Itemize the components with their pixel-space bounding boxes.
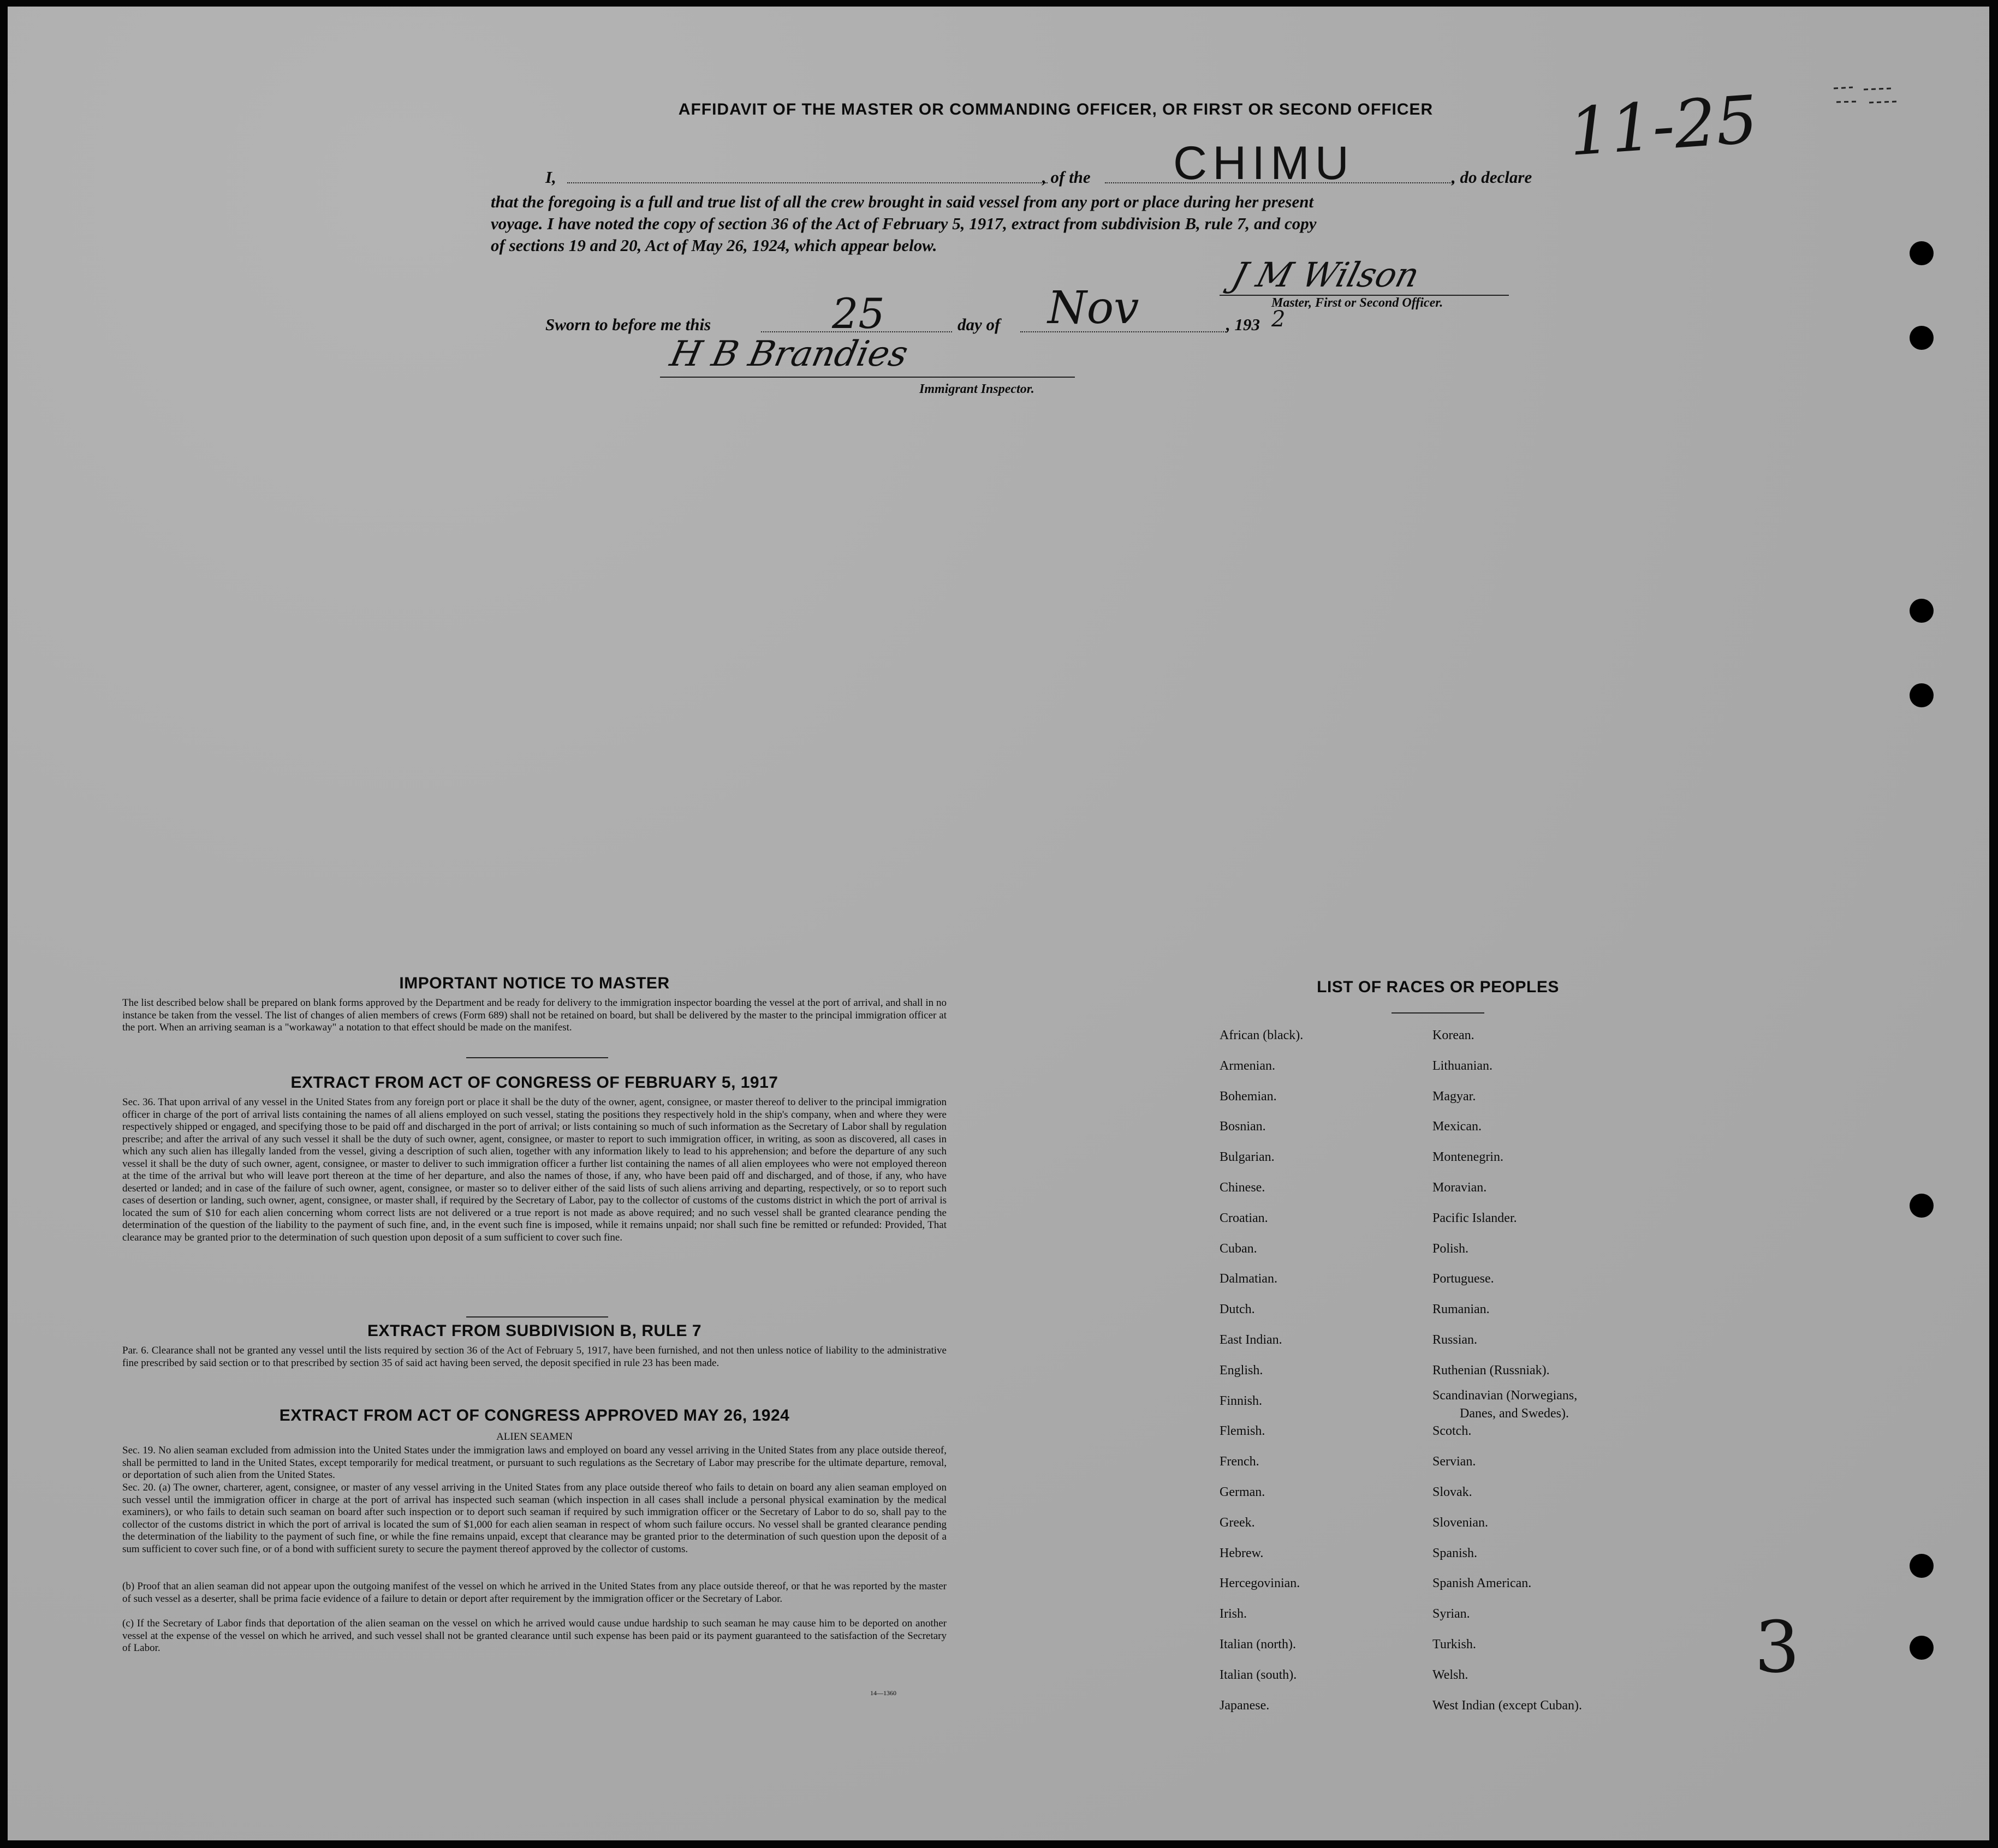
statement-line-1: that the foregoing is a full and true list of all the crew brought in said vessel from any port or place during her present (491, 192, 1314, 211)
race-item: Spanish American. (1432, 1576, 1532, 1591)
race-item: Dutch. (1220, 1302, 1255, 1317)
race-item: Russian. (1432, 1333, 1478, 1347)
race-item: Irish. (1220, 1607, 1247, 1622)
handwritten-date-mark: 11-25 (1566, 82, 1761, 171)
race-item: Moravian. (1432, 1181, 1487, 1195)
extract-1917-text: Sec. 36. That upon arrival of any vessel in the United States from any foreign port or place it shall be the duty of the owner, agent, consignee, or master thereof to deliver to the principal immigration officer in charge of the port of arrival lists containing the names of all aliens employed on such vessel, stating the positions they respectively hold in the ship's company, when and where they were respectively shipped or engaged, and specifying those to be paid off and discharged in the port of arrival; or lists containing so much of such information as the Secretary of Labor shall by regulation prescribe; and after the arrival of any such vessel it shall be the duty of such owner, agent, consignee, or master to report to such immigration officer, in writing, as soon as discovered, all cases in which any such alien has illegally landed from the vessel, giving a description of such alien, together with any information likely to lead to his apprehension; and before the departure of any such vessel it shall be the duty of such owner, agent, consignee, or master to deliver to such immigration officer a further list containing the names of all alien employees who were not employed thereon at the time of the arrival but who will leave port thereon at the time of her departure, and also the names of those, if any, who have been paid off and discharged, and of those, if any, who have deserted or landed; and in case of the failure of such owner, agent, consignee, or master so to deliver either of the said lists of such aliens arriving and departing, respectively, or so to report such cases of desertion or landing, such owner, agent, consignee, or master shall, if required by the Secretary of Labor, pay to the collector of customs of the customs district in which the port of arrival is located the sum of $10 for each alien concerning whom correct lists are not delivered or a true report is not made as above required; and no such vessel shall be granted clearance pending the determination of the question of the liability to the payment of such fine, and, in the event such fine is imposed, while it remains unpaid; nor shall such fine be remitted or refunded: Provided, That clearance may be granted prior to the determination of such question upon deposit of a sum sufficient to cover such fine. (122, 1096, 947, 1243)
race-item: Syrian. (1432, 1607, 1470, 1622)
statement-line-3: of sections 19 and 20, Act of May 26, 1924, which appear below. (491, 236, 937, 255)
race-item: Italian (south). (1220, 1667, 1297, 1682)
race-item: Flemish. (1220, 1424, 1265, 1439)
race-item: Japanese. (1220, 1698, 1270, 1713)
race-item: Scandinavian (Norwegians, (1432, 1388, 1578, 1403)
race-item: Lithuanian. (1432, 1058, 1492, 1073)
race-item: Italian (north). (1220, 1637, 1296, 1652)
punch-hole (1910, 683, 1934, 707)
punch-hole (1910, 326, 1934, 350)
race-item: Bohemian. (1220, 1089, 1277, 1104)
race-continuation: Danes, and Swedes). (1460, 1406, 1569, 1421)
handwritten-page-number: 3 (1755, 1606, 1800, 1689)
race-item: Slovenian. (1432, 1515, 1488, 1530)
statement-line-2: voyage. I have noted the copy of section 36 of the Act of February 5, 1917, extract from subdivision B, rule 7, and copy (491, 214, 1317, 233)
race-item: Bosnian. (1220, 1119, 1266, 1134)
i-label: I, (545, 168, 556, 187)
race-item: Scotch. (1432, 1424, 1472, 1439)
inspector-signature: H B Brandies (667, 334, 912, 374)
race-item: Cuban. (1220, 1241, 1257, 1256)
year-suffix: 2 (1271, 307, 1286, 332)
race-item: French. (1220, 1454, 1259, 1469)
race-item: Dalmatian. (1220, 1272, 1277, 1286)
race-item: Rumanian. (1432, 1302, 1490, 1317)
sworn-month: Nov (1048, 282, 1139, 334)
divider (466, 1057, 608, 1058)
master-caption: Master, First or Second Officer. (1271, 296, 1443, 310)
subdivision-b-text: Par. 6. Clearance shall not be granted any vessel until the lists required by section 36 of the Act of February 5, 1917, have been furnished, and not then unless notice of liability to the administrative fine prescribed by said section or to that prescribed by section 35 of said act having been served, the deposit specified in rule 23 has been made. (122, 1345, 947, 1369)
race-item: Servian. (1432, 1454, 1476, 1469)
race-item: Spanish. (1432, 1546, 1478, 1560)
race-item: Finnish. (1220, 1393, 1263, 1408)
race-item: Welsh. (1432, 1667, 1468, 1682)
race-item: Chinese. (1220, 1181, 1265, 1195)
race-item: English. (1220, 1363, 1263, 1378)
name-blank-line (567, 182, 1048, 183)
of-the-label: , of the (1042, 168, 1091, 187)
punch-hole (1910, 1554, 1934, 1578)
divider (466, 1316, 608, 1318)
document-page (8, 7, 1989, 1840)
alien-seamen-subtitle: ALIEN SEAMEN (496, 1431, 573, 1442)
section-20c-text: (c) If the Secretary of Labor finds that deportation of the alien seaman on the vessel on which he arrived would cause undue hardship to such seaman he may cause him to be deported on another vessel at the expense of the vessel on which he arrived, and such vessel shall not be granted clearance until such expense has been paid or its payment guaranteed to the satisfaction of the Secretary of Labor. (122, 1618, 947, 1654)
race-item: Turkish. (1432, 1637, 1476, 1652)
race-item: Magyar. (1432, 1089, 1476, 1104)
race-item: Portuguese. (1432, 1272, 1494, 1286)
extract-1917-title: EXTRACT FROM ACT OF CONGRESS OF FEBRUARY 5, 1917 (290, 1074, 778, 1092)
race-item: Mexican. (1432, 1119, 1482, 1134)
race-item: West Indian (except Cuban). (1432, 1698, 1582, 1713)
scribble-mark (1831, 78, 1907, 110)
race-item: Slovak. (1432, 1485, 1472, 1499)
race-item: German. (1220, 1485, 1265, 1499)
notice-title: IMPORTANT NOTICE TO MASTER (399, 974, 670, 992)
form-number: 14—1360 (870, 1689, 896, 1697)
race-item: Hebrew. (1220, 1546, 1264, 1560)
section-20a-text: Sec. 20. (a) The owner, charterer, agent, consignee, or master of any vessel arriving in the United States from any place outside thereof who fails to detain on board any alien seaman employed on such vessel until the immigration officer in charge at the port of arrival has inspected such seaman (which inspection in all cases shall include a personal physical examination by the medical examiners), or who fails to detain such seaman on board after such inspection or to deport such seaman if required by such immigration officer or the Secretary of Labor to do so, shall pay to the collector of the customs district in which the port of arrival is located the sum of $1,000 for each alien seaman in respect of whom such failure occurs. No vessel shall be granted clearance pending the determination of the liability to the payment of such fine, or while the fine remains unpaid, except that clearance may be granted prior to the determination of such question upon the deposit of a sum sufficient to cover such fine, or of a bond with sufficient surety to secure the payment thereof approved by the collector of customs. (122, 1482, 947, 1555)
section-20b-text: (b) Proof that an alien seaman did not appear upon the outgoing manifest of the vessel on which he arrived in the United States from any place outside thereof, or that he was reported by the master of such vessel as a deserter, shall be prima facie evidence of a failure to detain or deport after requirement by the immigration officer or the Secretary of Labor. (122, 1581, 947, 1605)
race-item: Croatian. (1220, 1211, 1268, 1225)
master-signature: J M Wilson (1228, 255, 1424, 295)
notice-text: The list described below shall be prepared on blank forms approved by the Department and be ready for delivery to the immigration inspector boarding the vessel at the port of arrival, and shall in no instance be taken from the vessel. The list of changes of alien members of crews (Form 689) shall not be retained on board, but shall be delivered by the master to the principal immigration officer at the port. When an arriving seaman is a "workaway" a notation to that effect should be made on the manifest. (122, 997, 947, 1033)
inspector-caption: Immigrant Inspector. (919, 382, 1034, 396)
punch-hole (1910, 1194, 1934, 1218)
punch-hole (1910, 1636, 1934, 1660)
race-item: Korean. (1432, 1028, 1474, 1042)
race-item: Bulgarian. (1220, 1150, 1275, 1165)
race-item: Armenian. (1220, 1058, 1275, 1073)
punch-hole (1910, 599, 1934, 623)
race-item: Ruthenian (Russniak). (1432, 1363, 1550, 1378)
subdivision-b-title: EXTRACT FROM SUBDIVISION B, RULE 7 (367, 1322, 702, 1340)
year-prefix: , 193 (1226, 315, 1260, 334)
race-item: Polish. (1432, 1241, 1469, 1256)
punch-hole (1910, 241, 1934, 265)
sworn-label: Sworn to before me this (545, 315, 711, 334)
extract-1924-title: EXTRACT FROM ACT OF CONGRESS APPROVED MAY 26, 1924 (279, 1406, 790, 1424)
race-item: Pacific Islander. (1432, 1211, 1517, 1225)
do-declare-label: , do declare (1452, 168, 1532, 187)
sworn-day: 25 (832, 289, 885, 338)
races-title: LIST OF RACES OR PEOPLES (1317, 978, 1559, 996)
race-item: Montenegrin. (1432, 1150, 1503, 1165)
inspector-signature-line (660, 377, 1075, 378)
races-divider (1392, 1012, 1484, 1014)
vessel-name: CHIMU (1173, 137, 1354, 189)
section-19-text: Sec. 19. No alien seaman excluded from admission into the United States under the immigration laws and employed on board any vessel arriving in the United States from any place outside thereof, shall be permitted to land in the United States, except temporarily for medical treatment, or pursuant to such regulations as the Secretary of Labor may prescribe for the ultimate departure, removal, or deportation of such alien from the United States. (122, 1445, 947, 1481)
race-item: Greek. (1220, 1515, 1255, 1530)
affidavit-title: AFFIDAVIT OF THE MASTER OR COMMANDING OFFICER, OR FIRST OR SECOND OFFICER (678, 100, 1434, 118)
race-item: East Indian. (1220, 1333, 1282, 1347)
day-of-label: day of (958, 315, 1001, 334)
race-item: Hercegovinian. (1220, 1576, 1300, 1591)
race-item: African (black). (1220, 1028, 1304, 1042)
